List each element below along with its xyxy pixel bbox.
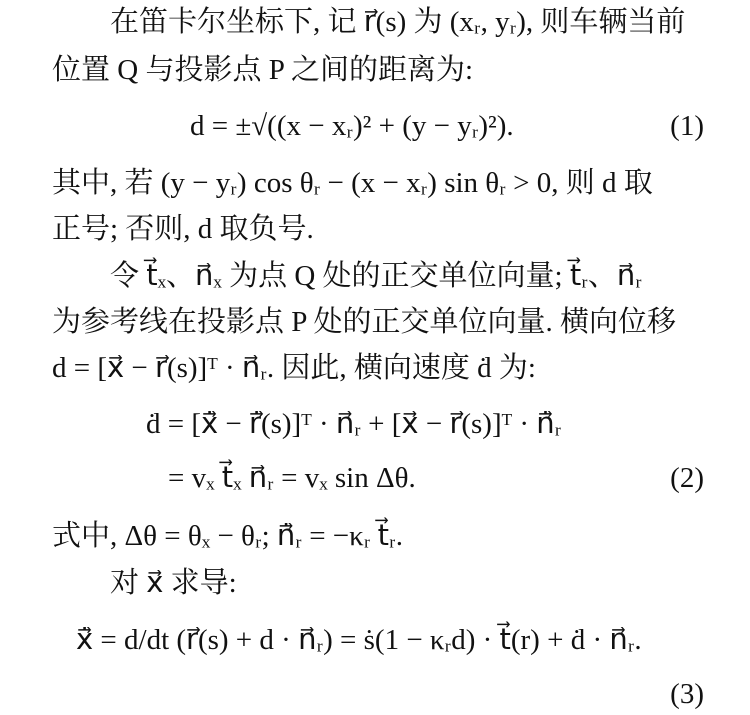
paragraph-3-line-1: 令 t⃗ₓ、n⃗ₓ 为点 Q 处的正交单位向量; t⃗ᵣ、n⃗ᵣ <box>110 260 642 292</box>
equation-2-number: (2) <box>670 462 704 494</box>
paragraph-3-line-2: 为参考线在投影点 P 处的正交单位向量. 横向位移 <box>52 306 677 338</box>
equation-1: d = ±√((x − xᵣ)² + (y − yᵣ)²). <box>190 110 514 142</box>
equation-1-number: (1) <box>670 110 704 142</box>
equation-2-line-2: = vₓ t⃗ₓ n⃗ᵣ = vₓ sin Δθ. <box>168 462 416 494</box>
paragraph-1-line-1: 在笛卡尔坐标下, 记 r⃗(s) 为 (xᵣ, yᵣ), 则车辆当前 <box>110 6 686 38</box>
equation-3: x⃗̇ = d/dt (r⃗(s) + d · n⃗ᵣ) = ṡ(1 − κᵣd) · t⃗(r) + ḋ · n⃗ᵣ. <box>76 624 642 656</box>
equation-2-line-1: ḋ = [x⃗̇ − r⃗̇(s)]ᵀ · n⃗ᵣ + [x⃗ − r⃗(s)]ᵀ · n⃗̇ᵣ <box>146 408 562 440</box>
paragraph-3-line-3: d = [x⃗ − r⃗(s)]ᵀ · n⃗ᵣ. 因此, 横向速度 ḋ 为: <box>52 352 536 384</box>
paragraph-2-line-1: 其中, 若 (y − yᵣ) cos θᵣ − (x − xᵣ) sin θᵣ > 0, 则 d 取 <box>52 167 653 199</box>
equation-3-number: (3) <box>670 678 704 710</box>
paragraph-1-line-2: 位置 Q 与投影点 P 之间的距离为: <box>52 54 474 86</box>
paragraph-2-line-2: 正号; 否则, d 取负号. <box>52 213 314 245</box>
paragraph-4-line-1: 式中, Δθ = θₓ − θᵣ; n⃗̇ᵣ = −κᵣ t⃗ᵣ. <box>52 520 403 552</box>
paragraph-5-line-1: 对 x⃗ 求导: <box>110 567 237 599</box>
